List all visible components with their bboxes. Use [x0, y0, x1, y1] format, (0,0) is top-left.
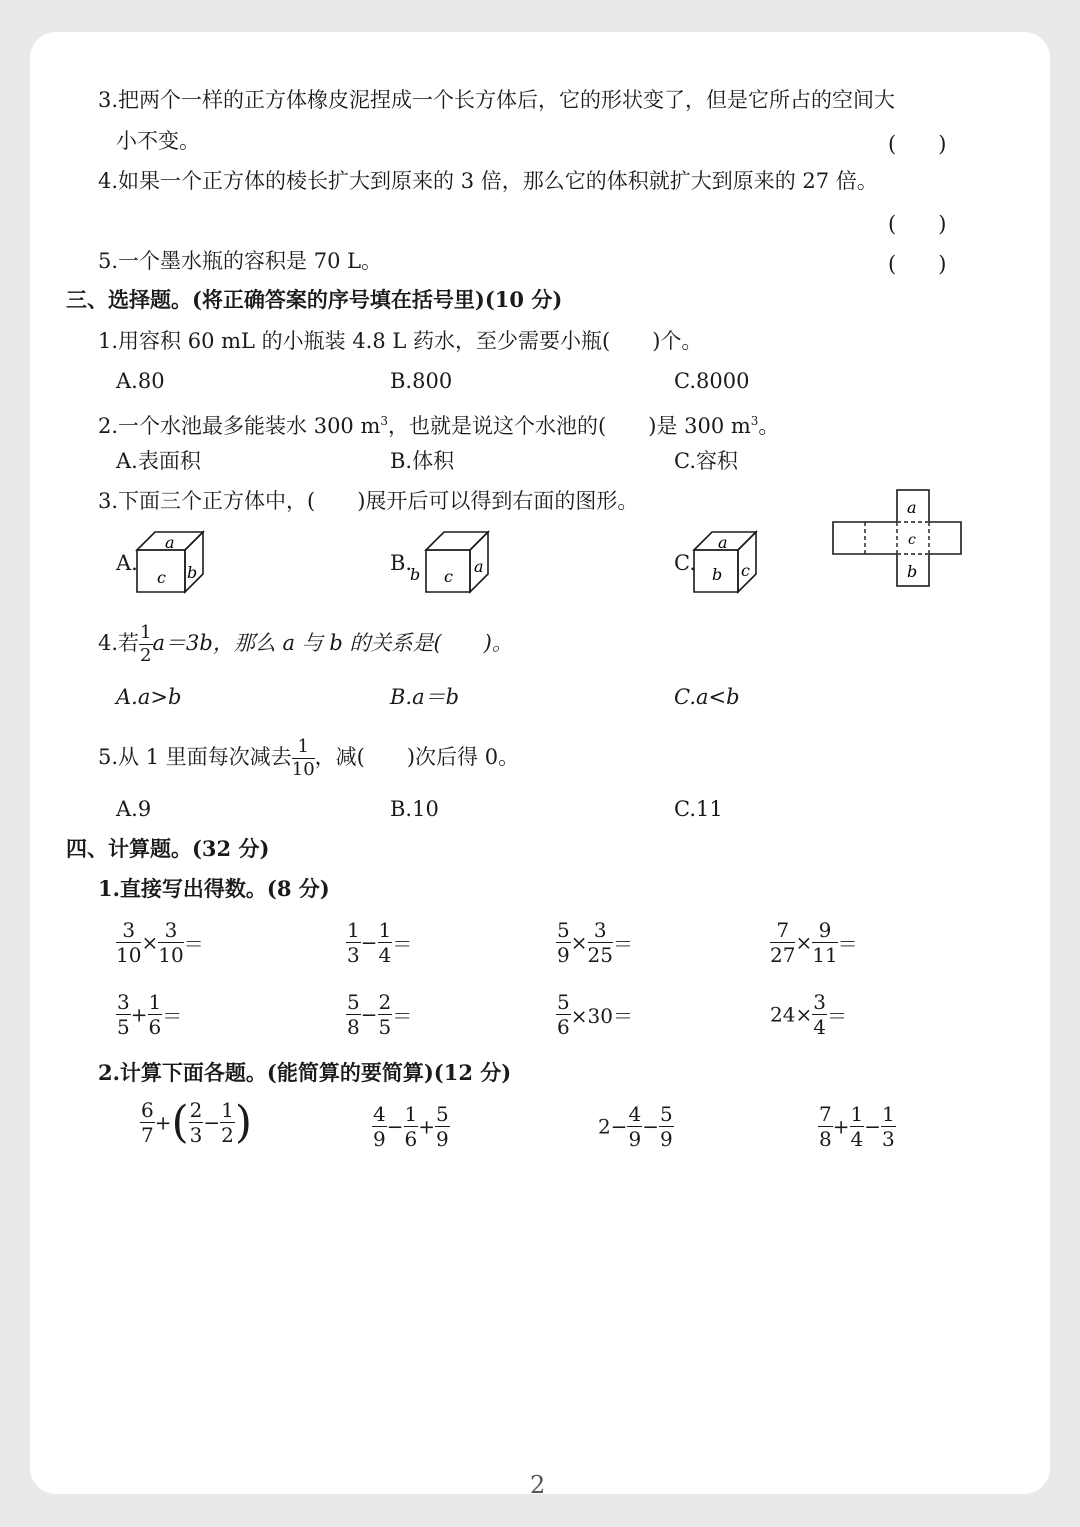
- choice-q1: 1.用容积 60 mL 的小瓶装 4.8 L 药水，至少需要小瓶( )个。: [98, 329, 703, 353]
- choice-q4-option-a[interactable]: A.a>b: [116, 685, 182, 709]
- judge-q3-answer[interactable]: ( ): [888, 132, 947, 156]
- choice-q2-option-a[interactable]: A.表面积: [116, 449, 201, 473]
- calc-row1-item4: $\frac{7}{27}$ × $\frac{9}{11}$ ＝: [770, 918, 858, 967]
- cube-c-side-label: c: [741, 561, 750, 580]
- choice-q5-option-c[interactable]: C.11: [674, 797, 723, 821]
- net-center-label: c: [908, 532, 916, 548]
- judge-q4-answer[interactable]: ( ): [888, 212, 947, 236]
- cube-b-figure: [404, 528, 492, 596]
- choice-q1-option-b[interactable]: B.800: [390, 369, 453, 393]
- calc-row2-item4: 24× $\frac{3}{4}$ ＝: [770, 990, 847, 1039]
- calc-row2-item2: $\frac{5}{8}$ − $\frac{2}{5}$ ＝: [347, 990, 413, 1039]
- calc-row1-item2: $\frac{1}{3}$ − $\frac{1}{4}$ ＝: [347, 918, 413, 967]
- choice-q1-option-c[interactable]: C.8000: [674, 369, 750, 393]
- choice-q2-option-b[interactable]: B.体积: [390, 449, 455, 473]
- choice-q4-option-b[interactable]: B.a＝b: [390, 685, 460, 709]
- choice-q3-option-b[interactable]: B.: [390, 551, 413, 575]
- calc-sub1-title: 1.直接写出得数。(8 分): [98, 876, 330, 901]
- calc-expression-3: 2− $\frac{4}{9}$ − $\frac{5}{9}$: [598, 1102, 673, 1151]
- cube-c-figure: [692, 528, 764, 596]
- cube-c-front-label: b: [712, 565, 723, 584]
- net-top-label: a: [907, 498, 917, 517]
- judge-q5-answer[interactable]: ( ): [888, 252, 947, 276]
- calc-expression-1: $\frac{6}{7}$ +( $\frac{2}{3}$ − $\frac{1}{2}$ ): [141, 1096, 253, 1148]
- choice-q3-option-c[interactable]: C.: [674, 551, 696, 575]
- calc-sub2-title: 2.计算下面各题。(能简算的要简算)(12 分): [98, 1060, 512, 1085]
- calc-expression-4: $\frac{7}{8}$ + $\frac{1}{4}$ − $\frac{1}{3}$: [819, 1102, 895, 1151]
- calc-row1-item3: $\frac{5}{9}$ × $\frac{3}{25}$ ＝: [557, 918, 633, 967]
- cube-net-figure: [832, 488, 964, 590]
- cube-a-top-label: a: [165, 533, 175, 552]
- choice-q2-option-c[interactable]: C.容积: [674, 449, 738, 473]
- choice-q5-option-b[interactable]: B.10: [390, 797, 439, 821]
- choice-q4: 4.若 $\frac{1}{2}$ a＝3b，那么 a 与 b 的关系是( )。: [98, 622, 513, 666]
- judge-q4: 4.如果一个正方体的棱长扩大到原来的 3 倍，那么它的体积就扩大到原来的 27 倍。: [98, 169, 878, 193]
- cube-a-front-label: c: [157, 568, 166, 587]
- page-number: 2: [530, 1471, 546, 1499]
- judge-q3-line1: 3.把两个一样的正方体橡皮泥捏成一个长方体后，它的形状变了，但是它所占的空间大: [98, 88, 896, 112]
- choice-q4-option-c[interactable]: C.a<b: [674, 685, 740, 709]
- judge-q5: 5.一个墨水瓶的容积是 70 L。: [98, 249, 383, 273]
- calc-row2-item1: $\frac{3}{5}$ + $\frac{1}{6}$ ＝: [117, 990, 183, 1039]
- calc-expression-2: $\frac{4}{9}$ − $\frac{1}{6}$ + $\frac{5}{9}$: [373, 1102, 449, 1151]
- choice-q1-option-a[interactable]: A.80: [116, 369, 165, 393]
- judge-q3-line2: 小不变。: [116, 129, 200, 153]
- choice-q3-option-a[interactable]: A.: [116, 551, 138, 575]
- cube-c-top-label: a: [718, 533, 728, 552]
- choice-q2: 2.一个水池最多能装水 300 $m^3$，也就是说这个水池的( )是 300 $m^3$。: [98, 414, 780, 438]
- cube-a-figure: [135, 528, 207, 596]
- choice-q5-option-a[interactable]: A.9: [116, 797, 152, 821]
- net-bottom-label: b: [907, 562, 918, 581]
- choice-q5: 5.从 1 里面每次减去 $\frac{1}{10}$ ，减( )次后得 0。: [98, 736, 520, 780]
- calc-row1-item1: $\frac{3}{10}$ × $\frac{3}{10}$ ＝: [116, 918, 204, 967]
- cube-b-side-label: a: [474, 557, 484, 576]
- calc-row2-item3: $\frac{5}{6}$ ×30＝: [557, 990, 633, 1039]
- cube-b-front-label: c: [444, 567, 453, 586]
- choice-section-title: 三、选择题。(将正确答案的序号填在括号里)(10 分): [66, 287, 563, 312]
- cube-a-side-label: b: [187, 563, 198, 582]
- cube-b-left-label: b: [410, 565, 421, 584]
- calc-section-title: 四、计算题。(32 分): [66, 836, 270, 861]
- choice-q3: 3.下面三个正方体中，( )展开后可以得到右面的图形。: [98, 489, 639, 513]
